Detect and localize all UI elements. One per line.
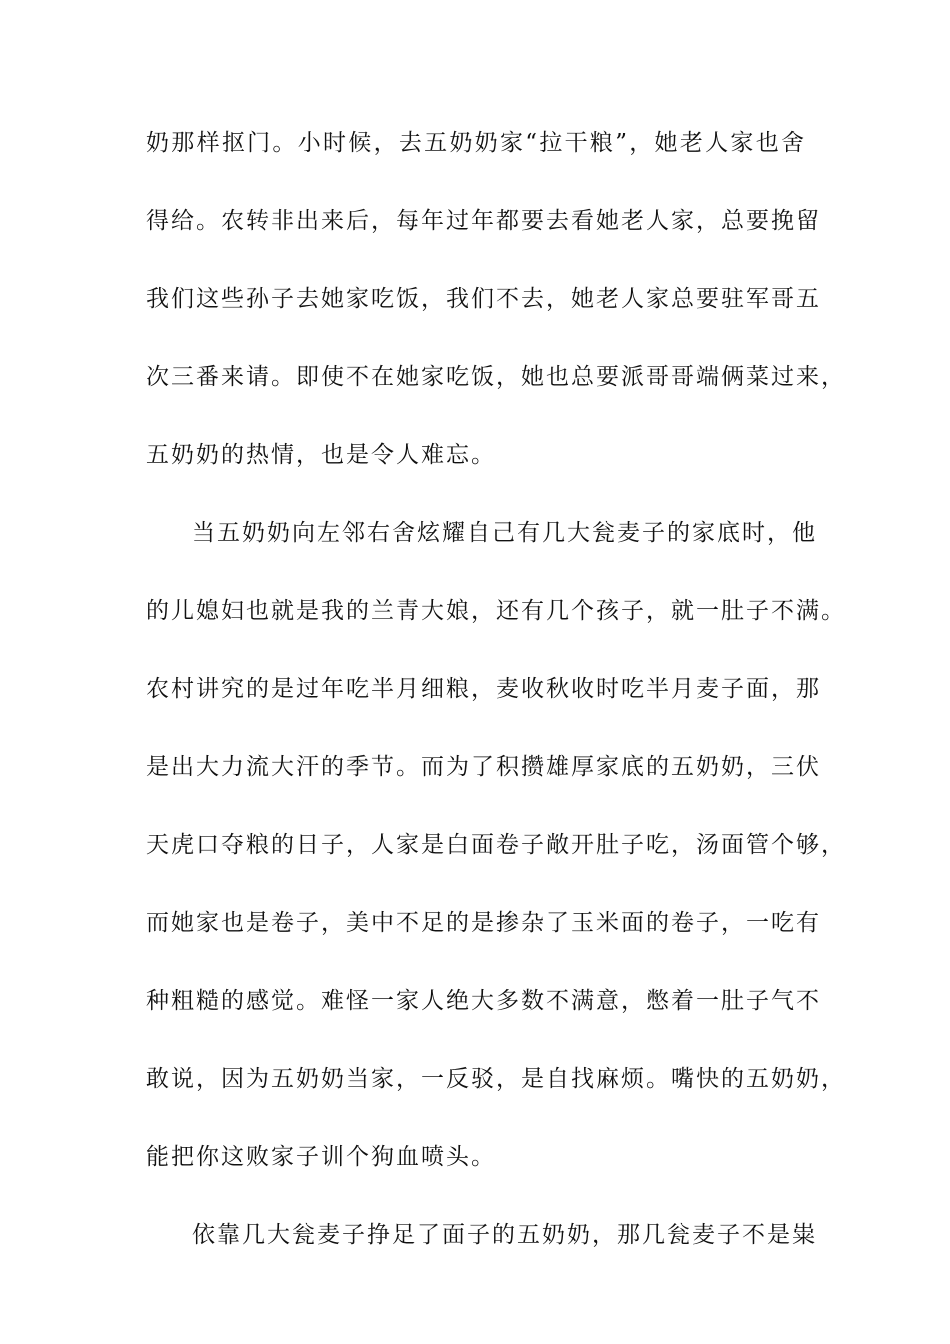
text-line-10: 天虎口夺粮的日子，人家是白面卷子敞开肚子吃，汤面管个够， <box>146 832 846 858</box>
text-line-5: 五奶奶的热情，也是令人难忘。 <box>146 442 496 468</box>
text-line-13: 敢说，因为五奶奶当家，一反驳，是自找麻烦。嘴快的五奶奶， <box>146 1066 846 1092</box>
body-text <box>146 130 846 1300</box>
text-line-3: 我们这些孙子去她家吃饭，我们不去，她老人家总要驻军哥五 <box>146 286 821 312</box>
text-line-15: 依靠几大瓮麦子挣足了面子的五奶奶，那几瓮麦子不是粜 <box>192 1222 817 1248</box>
text-line-1: 奶那样抠门。小时候，去五奶奶家“拉干粮”，她老人家也舍 <box>146 130 806 156</box>
text-line-14: 能把你这败家子训个狗血喷头。 <box>146 1144 496 1170</box>
text-line-12: 种粗糙的感觉。难怪一家人绝大多数不满意，憋着一肚子气不 <box>146 988 821 1014</box>
text-line-4: 次三番来请。即使不在她家吃饭，她也总要派哥哥端俩菜过来， <box>146 364 846 390</box>
text-line-8: 农村讲究的是过年吃半月细粮，麦收秋收时吃半月麦子面，那 <box>146 676 821 702</box>
text-line-9: 是出大力流大汗的季节。而为了积攒雄厚家底的五奶奶，三伏 <box>146 754 821 780</box>
text-line-11: 而她家也是卷子，美中不足的是掺杂了玉米面的卷子，一吃有 <box>146 910 821 936</box>
text-line-2: 得给。农转非出来后，每年过年都要去看她老人家，总要挽留 <box>146 208 821 234</box>
text-line-7: 的儿媳妇也就是我的兰青大娘，还有几个孩子，就一肚子不满。 <box>146 598 846 624</box>
text-line-6: 当五奶奶向左邻右舍炫耀自己有几大瓮麦子的家底时，他 <box>192 520 817 546</box>
